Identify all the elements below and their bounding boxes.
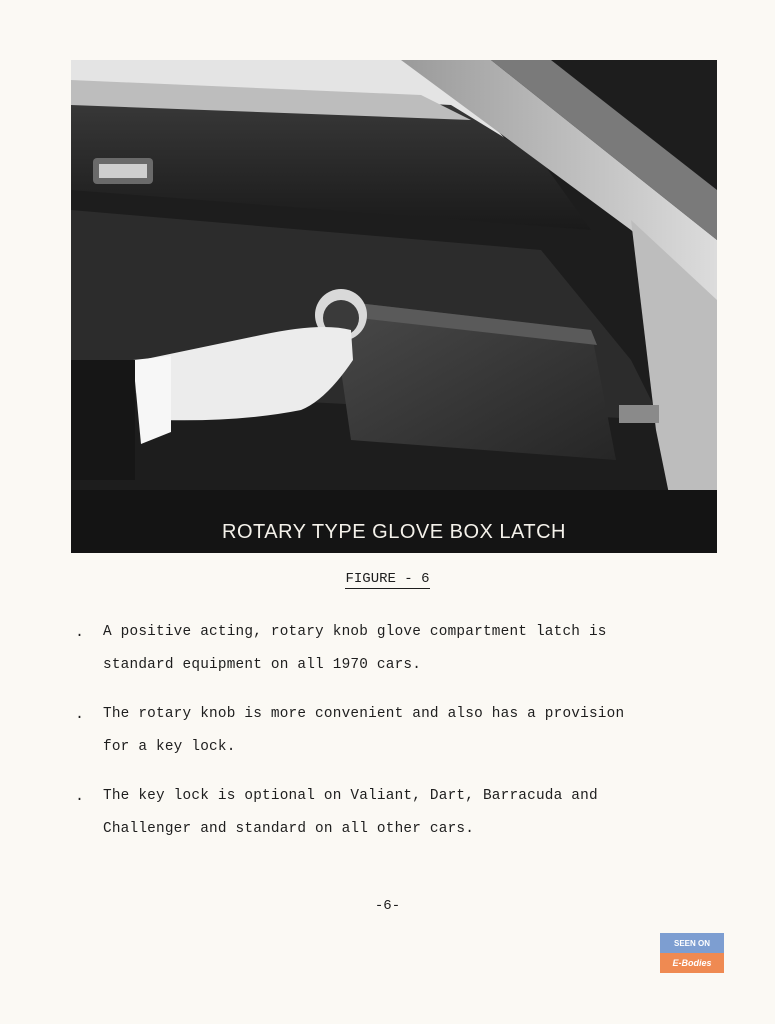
glove-box-illustration (71, 60, 717, 553)
bullet-marker: . (75, 706, 85, 723)
bullet-item (75, 616, 715, 682)
stamp-line2: E-Bodies (672, 958, 712, 968)
stamp-line1: SEEN ON (673, 939, 711, 948)
bullet-item (75, 780, 715, 846)
bullet-item (75, 698, 715, 764)
bullet-text: The rotary knob is more convenient and also has a provision for a key lock. (103, 706, 625, 755)
dashboard-photo (71, 60, 717, 553)
figure-label (0, 571, 775, 587)
photo-caption: ROTARY TYPE GLOVE BOX LATCH (222, 521, 566, 543)
page-number: -6- (374, 898, 401, 914)
bullet-text: The key lock is optional on Valiant, Dart, Barracuda and Challenger and standard on all other cars. (103, 788, 598, 837)
bullet-text: A positive acting, rotary knob glove compartment latch is standard equipment on all 1970 cars. (103, 624, 607, 673)
bullet-marker: . (75, 624, 85, 641)
figure-label-text: FIGURE - 6 (345, 571, 430, 587)
bullet-marker: . (75, 788, 85, 805)
watermark-stamp (660, 933, 724, 973)
bullet-list (75, 616, 715, 862)
stamp-logo (660, 933, 724, 973)
